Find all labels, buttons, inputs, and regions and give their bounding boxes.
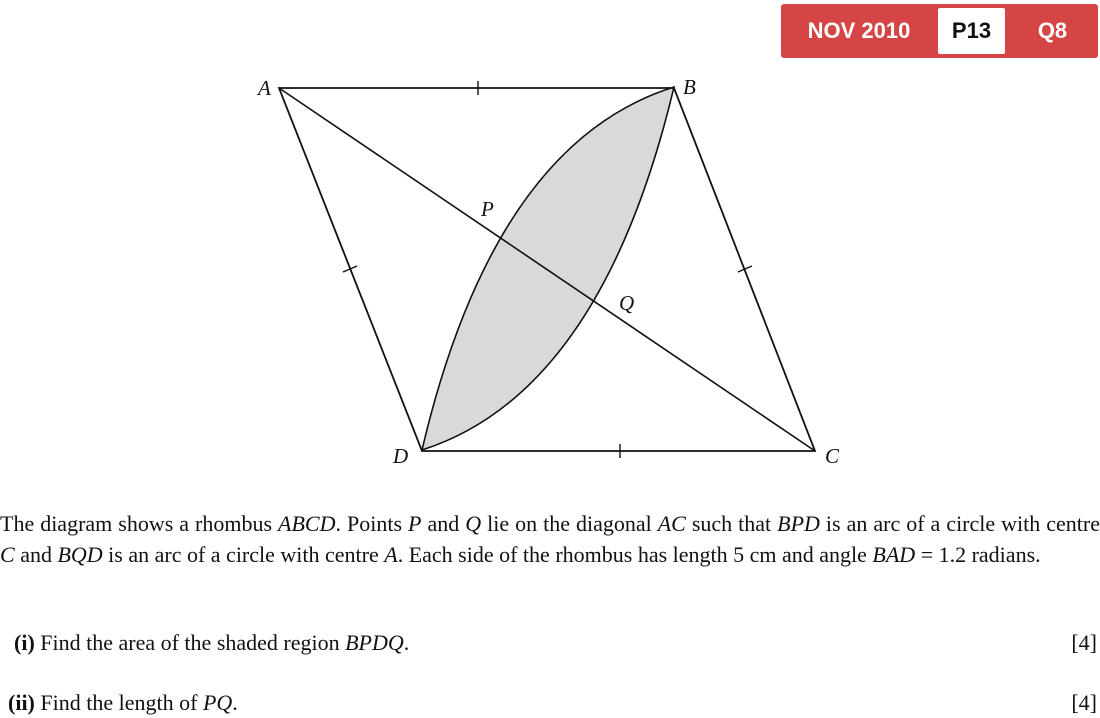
part-text-italic: PQ xyxy=(202,690,233,715)
question-number-label: Q8 xyxy=(1037,18,1068,43)
vertex-label-b: B xyxy=(683,75,696,99)
marks-label: [4] xyxy=(1071,690,1097,715)
vertex-label-a: A xyxy=(258,76,271,100)
shaded-region-bpdq xyxy=(422,87,674,450)
marks-label: [4] xyxy=(1071,630,1097,655)
question-stem: The diagram shows a rhombus ABCD. Points P and Q lie on the diagonal AC such that BPD is an arc of a circle with centre C and BQD is an arc of a circle with centre A. Each side of the rhombus has length 5 cm and angle BAD = 1.2 radians. xyxy=(0,511,1100,567)
part-text-italic: BPDQ xyxy=(345,630,404,655)
exam-session-label: NOV 2010 xyxy=(807,18,911,43)
point-label-q: Q xyxy=(619,291,635,315)
vertex-label-d: D xyxy=(393,444,409,468)
vertex-label-c: C xyxy=(825,444,840,468)
diagonal-ac xyxy=(279,88,815,451)
part-number: (i) xyxy=(14,630,35,655)
paper-number-label: P13 xyxy=(938,8,1005,54)
part-number: (ii) xyxy=(8,690,35,715)
part-text: Find the area of the shaded region xyxy=(40,630,346,655)
part-text: Find the length of xyxy=(40,690,203,715)
point-label-p: P xyxy=(481,197,494,221)
